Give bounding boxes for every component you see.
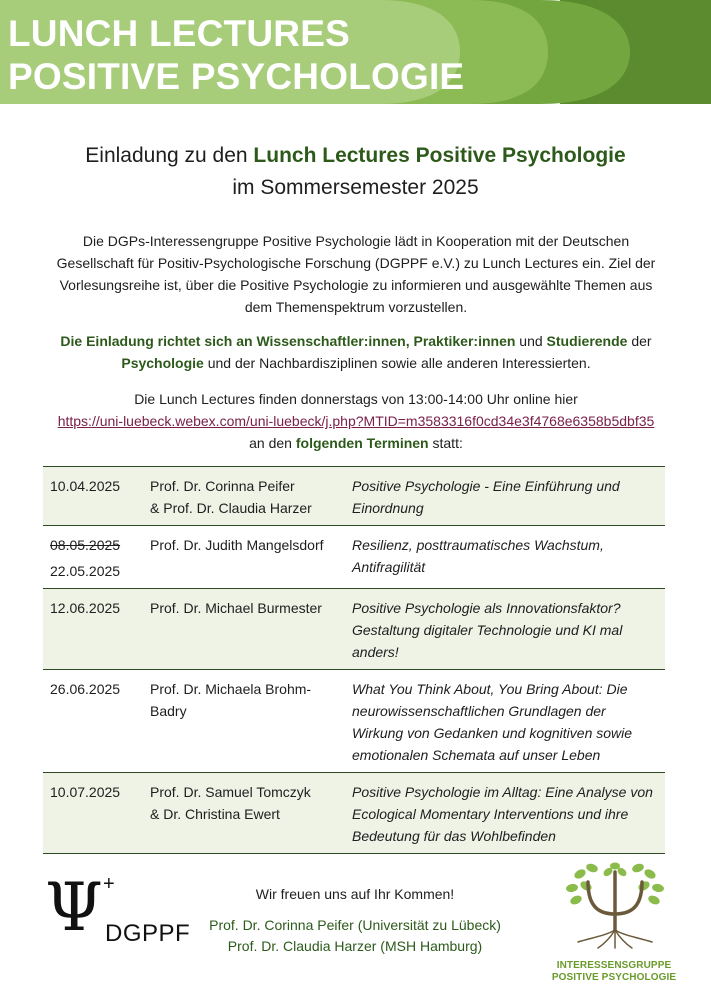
times-line1: Die Lunch Lectures finden donnerstags von 13:00-14:00 Uhr online hier — [134, 391, 578, 407]
times-line3-bold: folgenden Terminen — [295, 435, 429, 451]
plus-icon: + — [103, 873, 115, 895]
heading-highlight: Lunch Lectures Positive Psychologie — [253, 144, 626, 167]
schedule-title: Positive Psychologie - Eine Einführung und Einordnung — [346, 467, 665, 526]
schedule-title: Resilienz, posttraumatisches Wachstum, Antifragilität — [346, 526, 665, 589]
schedule-title: Positive Psychologie als Innovationsfaktor? Gestaltung digitaler Technologie und KI mal anders! — [346, 589, 665, 670]
schedule-row — [43, 467, 665, 526]
schedule-speakers — [144, 670, 346, 773]
tree-logo-icon — [560, 862, 670, 950]
schedule-row — [43, 526, 665, 589]
interest-group-logo-text — [548, 960, 680, 984]
banner-title-line2: POSITIVE PSYCHOLOGIE — [8, 56, 465, 97]
schedule-table — [43, 466, 665, 854]
schedule-speaker: Prof. Dr. Michael Burmester — [150, 600, 322, 616]
dgppf-logo — [45, 869, 195, 950]
signers — [190, 915, 520, 957]
schedule-speakers — [144, 526, 346, 589]
audience-part5: Psychologie — [121, 355, 204, 371]
schedule-speaker: & Prof. Dr. Claudia Harzer — [150, 500, 312, 516]
schedule-speakers — [144, 589, 346, 670]
banner-title — [8, 12, 464, 98]
closing-block — [190, 884, 520, 957]
schedule-speakers — [144, 773, 346, 854]
schedule-title: What You Think About, You Bring About: Die neurowissenschaftlichen Grundlagen der Wirkung von Gedanken und kognitiven sowie emotionalen Schemata auf unser Leben — [346, 670, 665, 773]
schedule-date: 10.07.2025 — [43, 773, 144, 854]
schedule-dates — [43, 526, 144, 589]
signer-2: Prof. Dr. Claudia Harzer (MSH Hamburg) — [227, 938, 483, 954]
schedule-date: 22.05.2025 — [50, 563, 121, 579]
dgppf-logo-text: DGPPF — [105, 920, 191, 947]
times-line3-post: statt: — [428, 435, 463, 451]
invitation-heading — [0, 140, 711, 204]
intro-paragraph: Die DGPs-Interessengruppe Positive Psychologie lädt in Kooperation mit der Deutschen Gesellschaft für Positiv-Psychologische Forschung (DGPPF e.V.) zu Lunch Lectures ein. Ziel der Vorlesungsreihe ist, über die Positive Psychologie zu informieren und ausgewählte Themen aus dem Themenspektrum vorzustellen. — [56, 233, 656, 315]
audience-part3: Studierende — [546, 333, 628, 349]
schedule-speaker: Prof. Dr. Samuel Tomczyk — [150, 784, 311, 800]
schedule-row — [43, 773, 665, 854]
closing-text: Wir freuen uns auf Ihr Kommen! — [255, 886, 455, 902]
webex-link[interactable]: https://uni-luebeck.webex.com/uni-luebeck/j.php?MTID=m3583316f0cd34e3f4768e6358b5dbf35 — [57, 413, 655, 429]
heading-line2: im Sommersemester 2025 — [232, 176, 479, 199]
heading-line1 — [0, 140, 711, 172]
schedule-speakers — [144, 467, 346, 526]
schedule-date: 10.04.2025 — [43, 467, 144, 526]
times-line3-pre: an den — [249, 435, 296, 451]
audience-paragraph — [40, 330, 672, 374]
interest-group-line1: INTERESSENSGRUPPE — [556, 960, 672, 971]
audience-part6: und der Nachbardisziplinen sowie alle anderen Interessierten. — [203, 355, 591, 371]
schedule-info — [30, 388, 682, 454]
banner-title-line1: LUNCH LECTURES — [8, 13, 350, 54]
header-banner — [0, 0, 711, 104]
signer-1: Prof. Dr. Corinna Peifer (Universität zu Lübeck) — [209, 917, 501, 933]
interest-group-line2: POSITIVE PSYCHOLOGIE — [551, 972, 677, 983]
heading-prefix: Einladung zu den — [85, 144, 254, 167]
schedule-date: 12.06.2025 — [43, 589, 144, 670]
schedule-date-cancelled: 08.05.2025 — [50, 537, 121, 553]
audience-part2: und — [515, 333, 547, 349]
schedule-row — [43, 589, 665, 670]
schedule-date: 26.06.2025 — [43, 670, 144, 773]
schedule-speaker: Prof. Dr. Michaela Brohm-Badry — [150, 681, 312, 719]
audience-part1: Die Einladung richtet sich an Wissenschaftler:innen, Praktiker:innen — [60, 333, 516, 349]
schedule-speaker: Prof. Dr. Corinna Peifer — [150, 478, 295, 494]
psi-icon: Ψ — [45, 869, 103, 946]
schedule-speaker: & Dr. Christina Ewert — [150, 806, 280, 822]
schedule-title: Positive Psychologie im Alltag: Eine Analyse von Ecological Momentary Interventions und ihre Bedeutung für das Wohlbefinden — [346, 773, 665, 854]
schedule-row — [43, 670, 665, 773]
audience-part4: der — [627, 333, 652, 349]
times-line3 — [30, 432, 682, 454]
schedule-speaker: Prof. Dr. Judith Mangelsdorf — [150, 537, 324, 553]
